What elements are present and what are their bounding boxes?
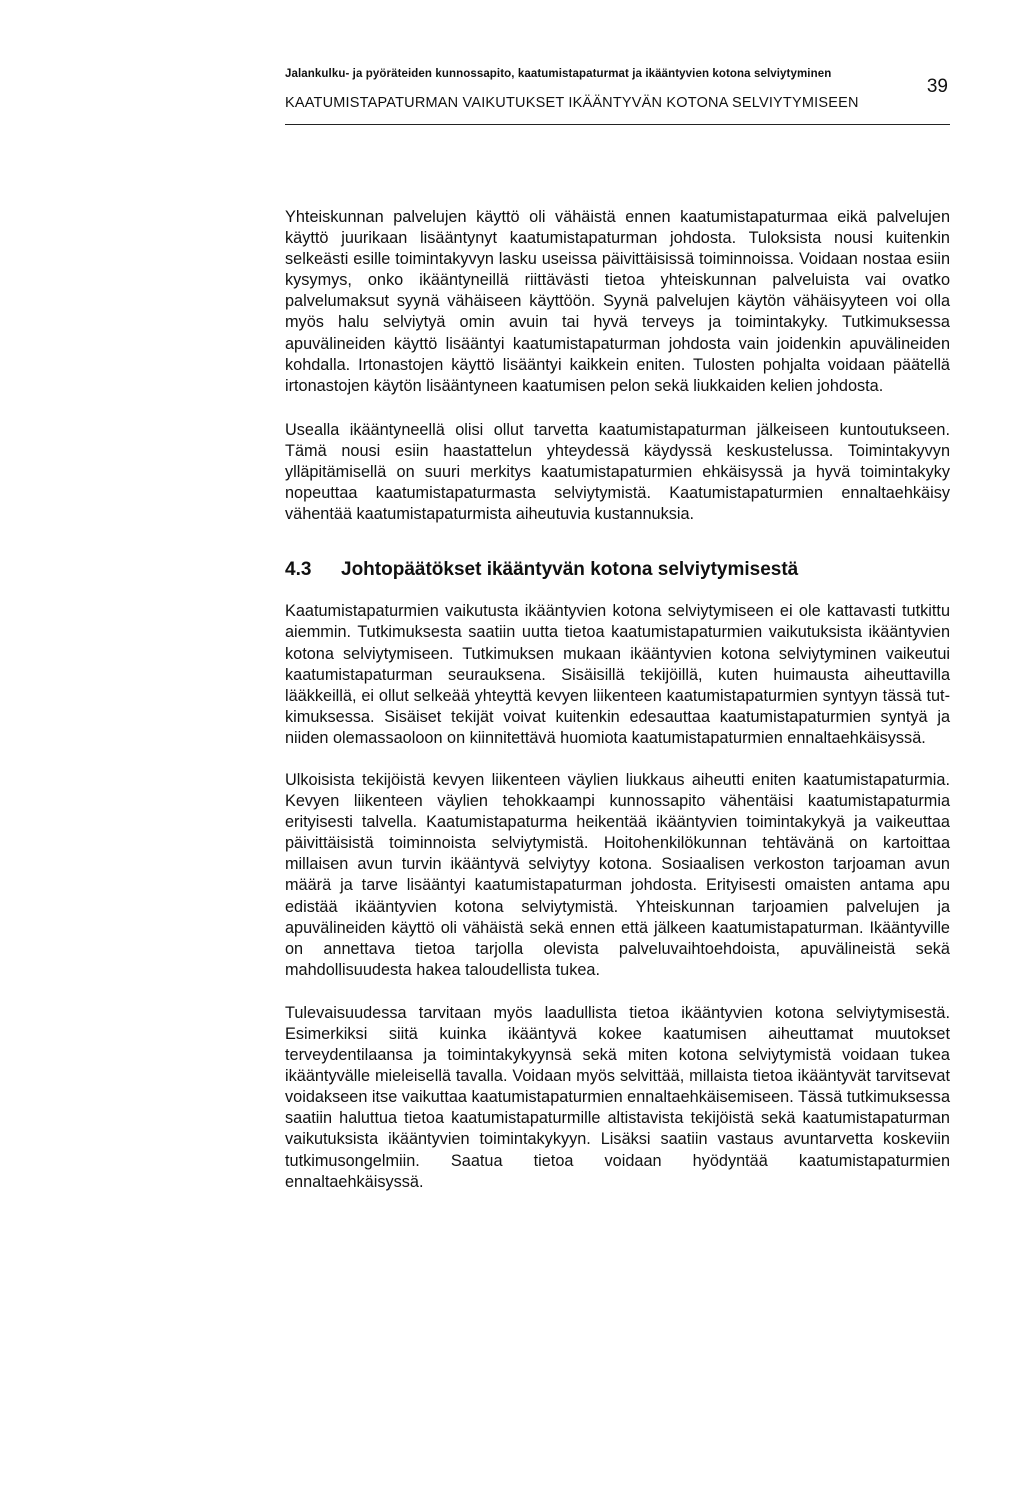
section-number: 4.3 <box>285 559 312 581</box>
section-paragraph-2: Ulkoisista tekijöistä kevyen liikenteen väylien liukkaus aiheutti eniten kaatumistapaturmia. Kevyen liikenteen väylien tehokkaampi kunnossapito vähentäisi kaatumistapaturmia erityisesti talvella. Kaatumistapaturma heikentää ikääntyvien toimintakykyä ja vaikeuttaa päivittäisistä toiminnoista selviytymistä. Hoitohenkilökunnan tehtävänä on kartoittaa millaisen avun turvin ikääntyvä selviytyy kotona. Sosiaalisen verkoston tarjoaman avun määrä ja tarve lisääntyi kaatumistapaturman johdosta. Erityisesti omaisten antama apu edistää ikääntyvien kotona selviytymistä. Yhteiskunnan tarjoamien palvelujen ja apuvälineiden käyttö oli vähäistä sekä ennen että jälkeen kaatumistapaturman. Ikääntyville on annettava tietoa tarjolla olevista palveluvaihtoehdoista, apuvälineistä sekä mahdollisuudesta hakea taloudellista tukea. <box>285 770 950 979</box>
section-title: Johtopäätökset ikääntyvän kotona selviytymisestä <box>341 559 799 581</box>
page-number: 39 <box>926 76 948 97</box>
page-body <box>285 207 950 1193</box>
section-paragraph-3: Tulevaisuudessa tarvitaan myös laadullista tietoa ikääntyvien kotona selviytymisestä. Esimerkiksi siitä kuinka ikääntyvä kokee kaatumisen aiheuttamat muutokset terveydentilaansa ja toimintakykyynsä sekä miten kotona selviytymistä voidaan tukea ikääntyvälle mieleisellä tavalla. Voidaan myös selvittää, millaista tietoa ikääntyvät tarvitsevat voidakseen itse vaikuttaa kaatumistapaturmien ennaltaehkäisemiseen. Tässä tutkimuksessa saatiin haluttua tietoa kaatumistapaturmille altistavista tekijöistä sekä kaatumistapaturman vaikutuksista ikääntyvien toimintakykyyn. Lisäksi saatiin vastaus avuntarvetta koskeviin tutkimusongelmiin. Saatua tietoa voidaan hyödyntää kaatumistapaturmien ennaltaehkäisyssä. <box>285 1003 950 1191</box>
running-header-series-title: Jalankulku- ja pyöräteiden kunnossapito, kaatumistapaturmat ja ikääntyvien kotona selviytyminen <box>285 68 832 80</box>
section-paragraph-1: Kaatumistapaturmien vaikutusta ikääntyvien kotona selviytymiseen ei ole kattavasti tutkittu aiemmin. Tutkimuksesta saatiin uutta tietoa kaatumistapaturmien vaikutuksista ikääntyvien kotona selviytymiseen. Tutkimuksen mukaan ikääntyvien kotona selviytyminen vaikeutui kaatumistapaturman seurauksena. Sisäisillä tekijöillä, kuten huimausta aiheuttavilla lääkkeillä, ei ollut selkeää yhteyttä kevyen liikenteen kaatumistapaturmien syntyyn tässä tutkimuksessa. Sisäiset tekijät voivat kuitenkin edesauttaa kaatumistapaturmien syntyä ja niiden olemassaoloon on kiinnitettävä huomiota kaatumistapaturmien ennaltaehkäisyssä. <box>285 602 950 747</box>
running-header <box>285 68 950 125</box>
body-paragraph-2: Usealla ikääntyneellä olisi ollut tarvetta kaatumistapaturman jälkeiseen kuntoutukseen. Tämä nousi esiin haastattelun yhteydessä käydyssä keskustelussa. Toimintakyvyn ylläpitämisellä on suuri merkitys kaatumistapaturmien ehkäisyssä ja hyvä toimintakyky nopeuttaa kaatumistapaturmasta selviytymistä. Kaatumistapaturmien ennaltaehkäisy vähentää kaatumistapaturmista aiheutuvia kustannuksia. <box>285 420 950 524</box>
section-heading <box>285 559 950 581</box>
body-paragraph-1: Yhteiskunnan palvelujen käyttö oli vähäistä ennen kaatumistapaturmaa eikä palvelujen käyttö juurikaan lisääntynyt kaatumistapaturman johdosta. Tuloksista nousi kuitenkin selkeästi esille toimintakyvyn lasku useissa päivittäisissä toiminnoissa. Voidaan nostaa esiin kysymys, onko ikääntyneillä riittävästi tietoa yhteiskunnan palveluista vai ovatko palvelumaksut syynä vähäiseen käyttöön. Syynä palvelujen käytön vähäisyyteen voi olla myös halu selviytyä omin avuin tai hyvä terveys ja toimintakyky. Tutkimuksessa apuvälineiden käyttö lisääntyi kaatumistapaturman johdosta vain joidenkin apuvälineiden kohdalla. Irtonastojen käyttö lisääntyi kaikkein eniten. Tulosten pohjalta voidaan päätellä irtonastojen käytön lisääntyneen kaatumisen pelon sekä liukkaiden kelien johdosta. <box>285 208 950 395</box>
running-header-chapter-title: KAATUMISTAPATURMAN VAIKUTUKSET IKÄÄNTYVÄN KOTONA SELVIYTYMISEEN <box>285 95 859 111</box>
